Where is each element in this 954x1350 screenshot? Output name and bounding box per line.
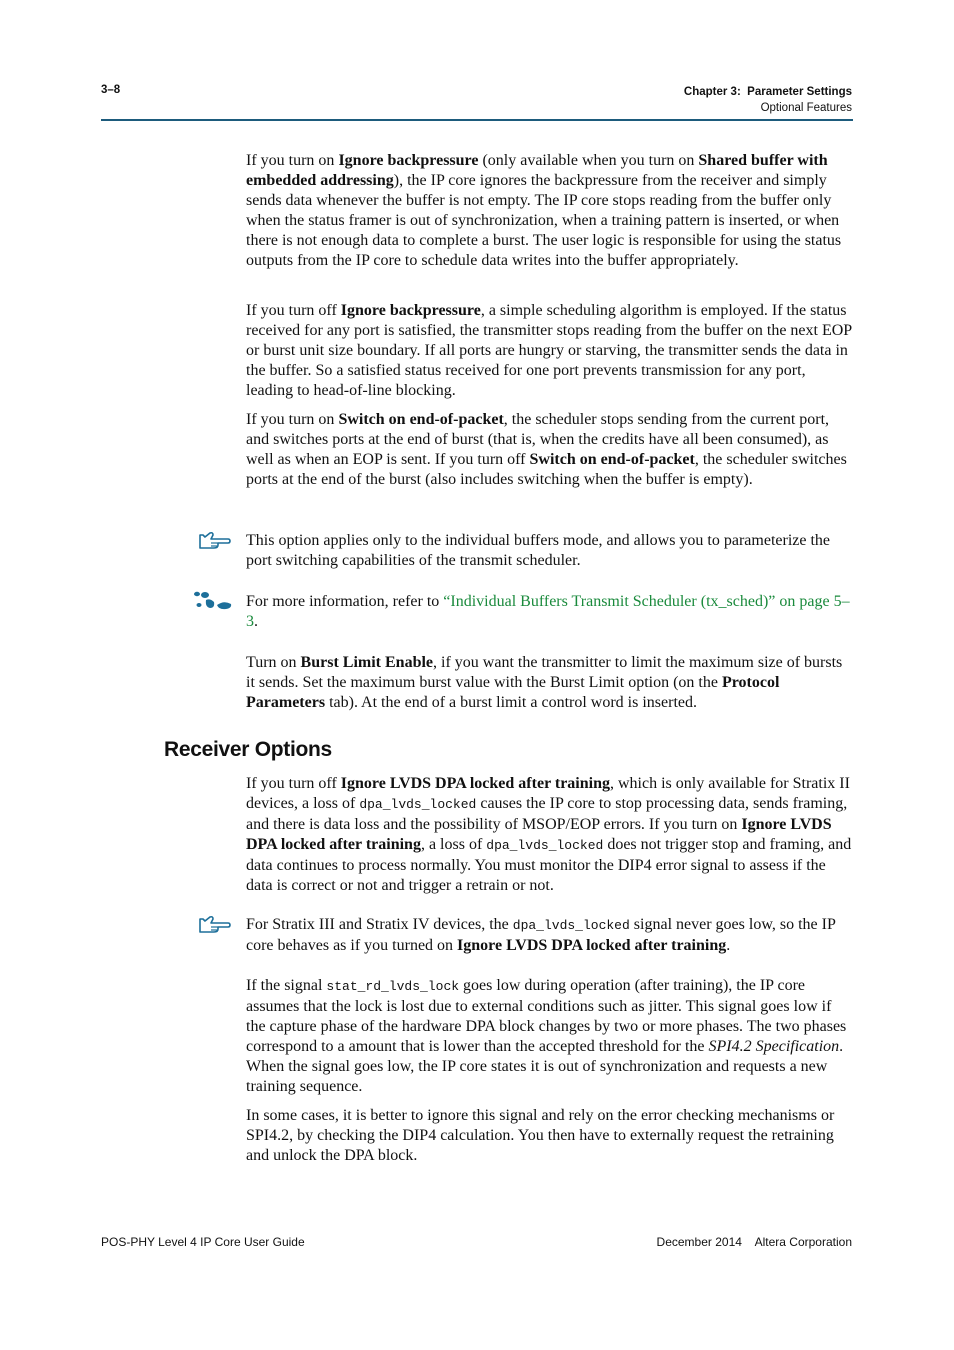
- footprints-icon: [193, 591, 233, 611]
- footer-date-company: December 2014 Altera Corporation: [656, 1235, 852, 1249]
- page-number: 3–8: [101, 84, 121, 96]
- running-header: [684, 84, 852, 116]
- pointing-hand-icon: [197, 915, 231, 935]
- footer-doc-title: POS-PHY Level 4 IP Core User Guide: [101, 1235, 305, 1249]
- cross-reference-link[interactable]: “Individual Buffers Transmit Scheduler (tx_sched)” on page 5–3: [246, 593, 850, 630]
- note-individual-buffers: This option applies only to the individual buffers mode, and allows you to parameterize the port switching capabilities of the transmit scheduler.: [246, 532, 831, 569]
- paragraph-ignore-backpressure-off: If you turn off Ignore backpressure, a simple scheduling algorithm is employed. If the status received for any port is satisfied, the transmitter stops reading from the buffer on the next EOP or burst unit size boundary. If all ports are hungry or starving, the transmitter sends the data in the buffer. So a satisfied status received for one port prevents transmission for any port, leading to head-of-line blocking.: [246, 302, 852, 399]
- paragraph-ignore-lvds: If you turn off Ignore LVDS DPA locked after training, which is only available for Stratix II devices, a loss of dpa_lvds_locked causes the IP core to stop processing data, sends framing, and there is data loss and the possibility of MSOP/EOP errors. If you turn on Ignore LVDS DPA locked after training, a loss of dpa_lvds_locked does not trigger stop and framing, and data continues to process normally. You must monitor the DIP4 error signal to assess if the data is correct or not and trigger a retrain or not.: [246, 775, 852, 894]
- header-rule: [101, 119, 853, 121]
- pointing-hand-icon: [197, 531, 231, 551]
- paragraph-ignore-backpressure-on: If you turn on Ignore backpressure (only available when you turn on Shared buffer with embedded addressing), the IP core ignores the backpressure from the receiver and simply sends data whenever the buffer is not empty. The IP core stops reading from the buffer only when the status framer is out of synchronization, when a training pattern is inserted, or when there is not enough data to complete a burst. The user logic is responsible for using the status outputs from the IP core to schedule data writes into the buffer appropriately.: [246, 152, 842, 269]
- paragraph-switch-eop: If you turn on Switch on end-of-packet, the scheduler stops sending from the current port, and switches ports at the end of burst (that is, when the credits have all been consumed), as well as when an EOP is sent. If you turn off Switch on end-of-packet, the scheduler switches ports at the end of the burst (also includes switching when the buffer is empty).: [246, 411, 847, 488]
- paragraph-burst-limit: Turn on Burst Limit Enable, if you want the transmitter to limit the maximum size of bursts it sends. Set the maximum burst value with the Burst Limit option (on the Protocol Parameters tab). At the end of a burst limit a control word is inserted.: [246, 654, 843, 711]
- section-heading: Receiver Options: [164, 738, 332, 761]
- paragraph-lock-signal: If the signal stat_rd_lvds_lock goes low during operation (after training), the IP core assumes that the lock is lost due to external conditions such as jitter. This signal goes low if the capture phase of the hardware DPA block changes by two or more phases. The two phases correspond to a amount that is lower than the accepted threshold for the SPI4.2 Specification. When the signal goes low, the IP core states it is out of synchronization and requests a new training sequence.: [246, 977, 847, 1095]
- section-name: Optional Features: [760, 102, 852, 114]
- chapter-title: Chapter 3: Parameter Settings: [683, 86, 852, 98]
- paragraph-ignore-signal: In some cases, it is better to ignore this signal and rely on the error checking mechanisms or SPI4.2, by checking the DIP4 calculation. You then have to externally request the retraining and unlock the DPA block.: [246, 1107, 835, 1164]
- note-stratix-devices: For Stratix III and Stratix IV devices, the dpa_lvds_locked signal never goes low, so the IP core behaves as if you turned on Ignore LVDS DPA locked after training.: [246, 916, 836, 954]
- more-info-reference: For more information, refer to “Individual Buffers Transmit Scheduler (tx_sched)” on page 5–3.: [246, 593, 850, 630]
